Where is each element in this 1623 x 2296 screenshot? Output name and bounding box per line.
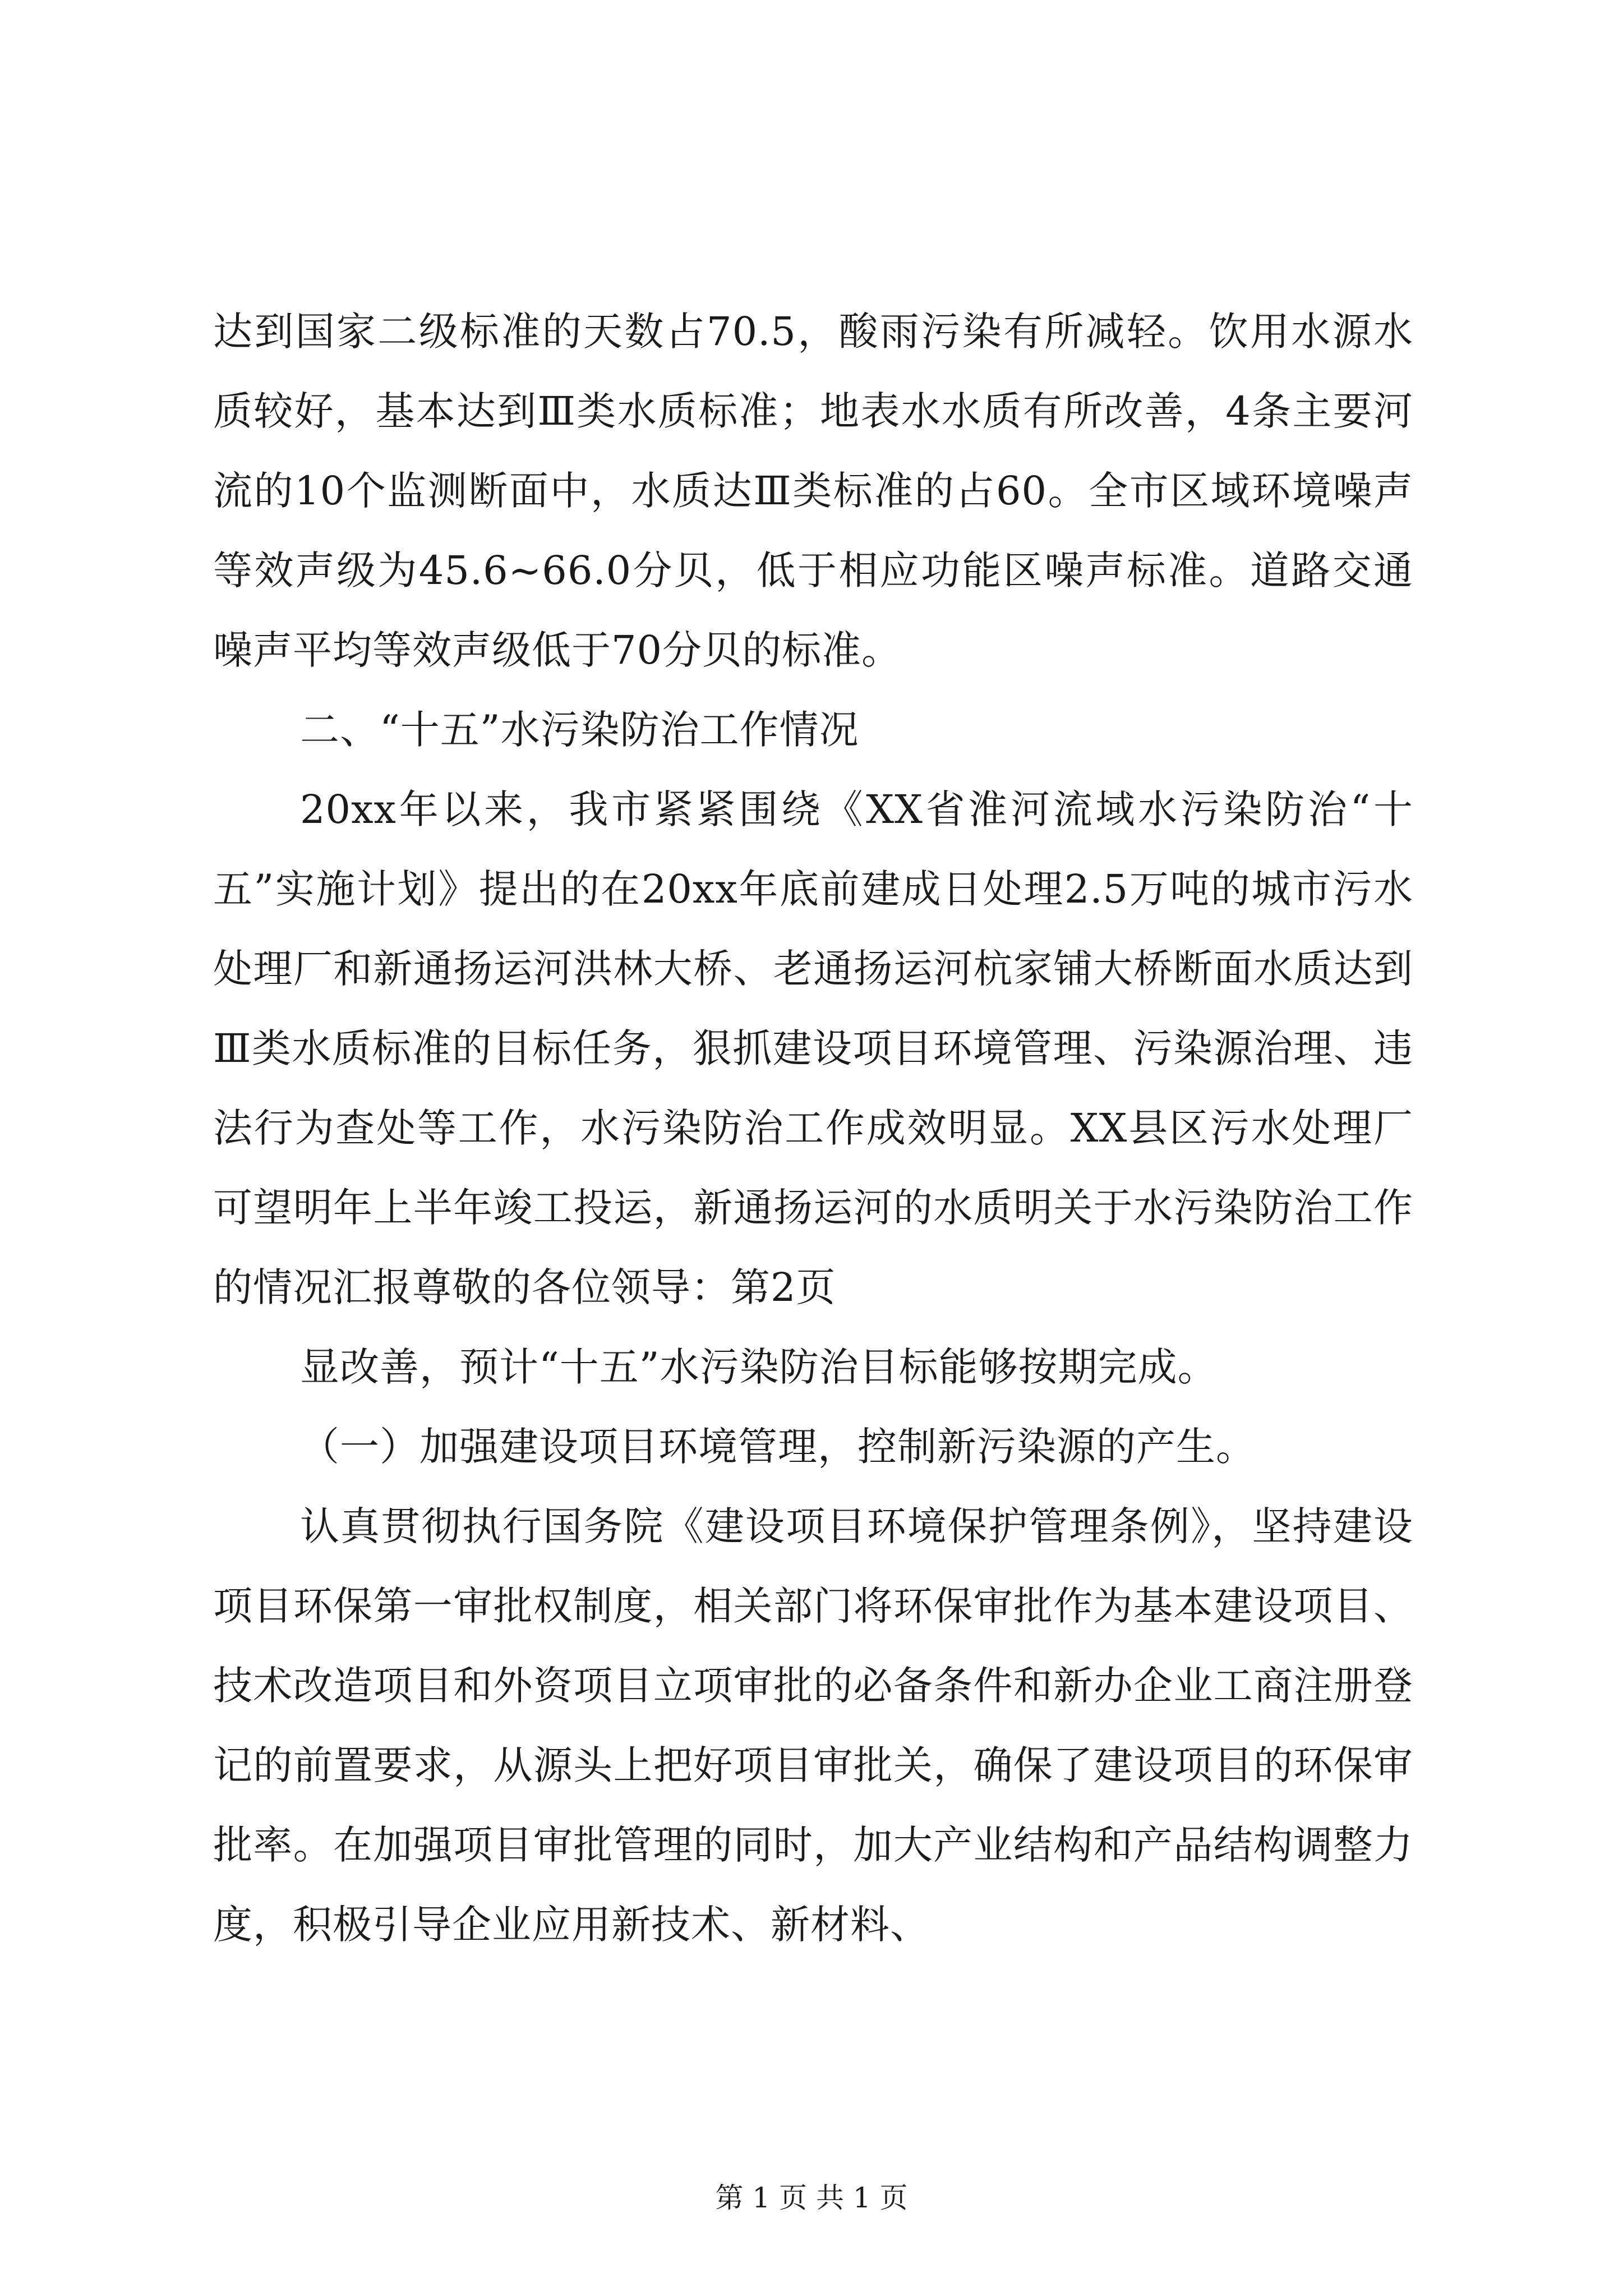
- paragraph-work-overview: 20xx年以来，我市紧紧围绕《XX省淮河流域水污染防治“十五”实施计划》提出的在20xx年底前建成日处理2.5万吨的城市污水处理厂和新通扬运河洪林大桥、老通扬运河杭家铺大桥断面水质达到Ⅲ类水质标准的目标任务，狠抓建设项目环境管理、污染源治理、违法行为查处等工作，水污染防治工作成效明显。XX县区污水处理厂可望明年上半年竣工投运，新通扬运河的水质明关于水污染防治工作的情况汇报尊敬的各位领导：第2页: [213, 786, 1413, 1310]
- page-footer: 第 1 页 共 1 页: [715, 2182, 908, 2214]
- section-heading-water-pollution-work: 二、“十五”水污染防治工作情况: [300, 707, 859, 753]
- paragraph-air-water-noise-status: 达到国家二级标准的天数占70.5，酸雨污染有所减轻。饮用水源水质较好，基本达到Ⅲ类水质标准；地表水水质有所改善，4条主要河流的10个监测断面中，水质达Ⅲ类标准的占60。全市区域环境噪声等效声级为45.6~66.0分贝，低于相应功能区噪声标准。道路交通噪声平均等效声级低于70分贝的标准。: [213, 309, 1413, 673]
- paragraph-expected-completion: 显改善，预计“十五”水污染防治目标能够按期完成。: [300, 1344, 1218, 1390]
- subheading-project-management: （一）加强建设项目环境管理，控制新污染源的产生。: [300, 1424, 1256, 1470]
- document-body: [213, 292, 1413, 1964]
- paragraph-approval-system: 认真贯彻执行国务院《建设项目环境保护管理条例》，坚持建设项目环保第一审批权制度，相关部门将环保审批作为基本建设项目、技术改造项目和外资项目立项审批的必备条件和新办企业工商注册登记的前置要求，从源头上把好项目审批关，确保了建设项目的环保审批率。在加强项目审批管理的同时，加大产业结构和产品结构调整力度，积极引导企业应用新技术、新材料、: [213, 1503, 1413, 1948]
